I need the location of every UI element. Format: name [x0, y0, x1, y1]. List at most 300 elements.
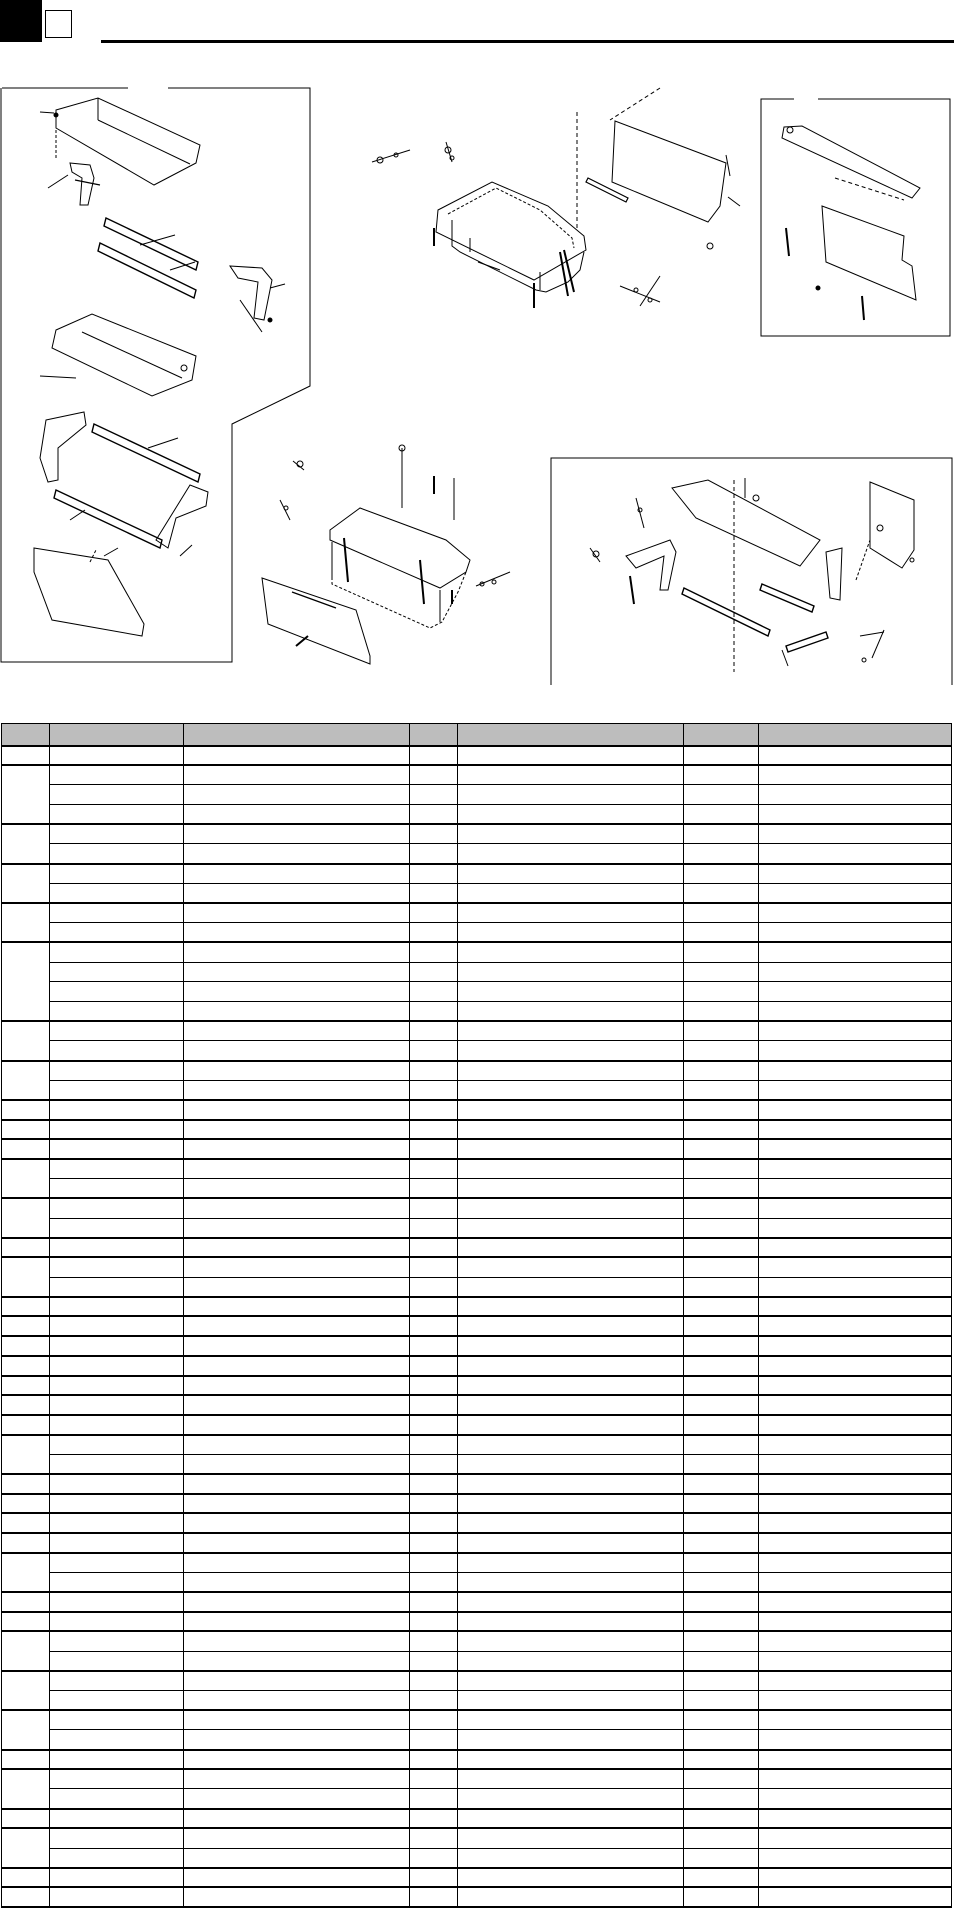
table-cell [684, 1631, 759, 1651]
table-cell [458, 962, 684, 982]
table-cell [184, 1612, 410, 1632]
table-cell [410, 864, 458, 884]
table-cell [410, 1828, 458, 1848]
table-cell [759, 1238, 952, 1258]
table-cell [184, 1218, 410, 1238]
table-cell [184, 1415, 410, 1435]
table-cell [184, 1376, 410, 1396]
table-cell [50, 824, 184, 844]
table-cell [458, 1553, 684, 1573]
table-cell [50, 844, 184, 864]
table-row [2, 1277, 952, 1297]
table-cell [410, 1356, 458, 1376]
header-rule [101, 40, 954, 43]
table-cell [410, 1415, 458, 1435]
table-cell [684, 1513, 759, 1533]
table-cell [184, 765, 410, 785]
table-cell [410, 1021, 458, 1041]
table-cell [184, 1750, 410, 1770]
table-cell [759, 1001, 952, 1021]
table-cell [184, 785, 410, 805]
table-row [2, 1710, 952, 1730]
table-row [2, 883, 952, 903]
table-cell [184, 1041, 410, 1061]
table-cell-item [2, 1021, 50, 1060]
table-cell [410, 1513, 458, 1533]
table-cell-item [2, 1494, 50, 1514]
table-row [2, 844, 952, 864]
table-cell [50, 1435, 184, 1455]
table-cell [759, 1139, 952, 1159]
table-cell [759, 1730, 952, 1750]
table-cell [50, 1533, 184, 1553]
table-cell [458, 1513, 684, 1533]
table-cell-item [2, 1631, 50, 1670]
table-cell [759, 1651, 952, 1671]
table-cell [458, 1376, 684, 1396]
table-cell-item [2, 1395, 50, 1415]
table-cell [759, 1395, 952, 1415]
table-cell [684, 1494, 759, 1514]
table-cell-item [2, 1061, 50, 1100]
table-cell [50, 746, 184, 766]
table-cell [458, 1868, 684, 1888]
table-cell [184, 1592, 410, 1612]
table-cell [759, 1179, 952, 1199]
table-cell [684, 1671, 759, 1691]
table-cell [684, 1789, 759, 1809]
column-header [759, 724, 952, 746]
table-row [2, 1395, 952, 1415]
table-cell [184, 982, 410, 1002]
table-cell [458, 844, 684, 864]
table-cell [458, 903, 684, 923]
table-cell [184, 1887, 410, 1907]
table-cell [50, 1553, 184, 1573]
table-cell [50, 1730, 184, 1750]
parts-table [1, 723, 952, 1908]
table-row [2, 1828, 952, 1848]
table-cell [184, 746, 410, 766]
table-cell [410, 1750, 458, 1770]
table-cell [684, 942, 759, 962]
table-cell [759, 1513, 952, 1533]
table-cell [184, 1494, 410, 1514]
table-cell [410, 1553, 458, 1573]
table-cell [684, 1277, 759, 1297]
table-cell [759, 1356, 952, 1376]
table-cell [184, 1710, 410, 1730]
table-cell [410, 1651, 458, 1671]
table-cell [759, 1257, 952, 1277]
table-cell [184, 942, 410, 962]
table-cell [458, 1612, 684, 1632]
table-cell [50, 1277, 184, 1297]
table-cell-item [2, 942, 50, 1021]
table-row [2, 1080, 952, 1100]
table-cell [759, 1789, 952, 1809]
table-cell [184, 1572, 410, 1592]
table-cell [184, 1848, 410, 1868]
exploded-view-5 [551, 458, 952, 685]
table-cell [458, 1671, 684, 1691]
table-row [2, 942, 952, 962]
table-cell-item [2, 1336, 50, 1356]
table-cell [184, 1691, 410, 1711]
table-cell [684, 1592, 759, 1612]
table-cell [410, 1592, 458, 1612]
column-header [2, 724, 50, 746]
column-header [458, 724, 684, 746]
table-row [2, 1750, 952, 1770]
table-cell [759, 785, 952, 805]
table-cell [759, 1533, 952, 1553]
table-cell [184, 1159, 410, 1179]
table-cell [759, 1631, 952, 1651]
table-cell [50, 982, 184, 1002]
table-cell [759, 1848, 952, 1868]
table-cell-item [2, 1750, 50, 1770]
table-cell [50, 1454, 184, 1474]
table-cell [184, 844, 410, 864]
table-cell [184, 1198, 410, 1218]
table-cell [684, 1454, 759, 1474]
table-cell [684, 1769, 759, 1789]
table-cell [410, 1612, 458, 1632]
table-cell [50, 883, 184, 903]
table-cell [50, 1828, 184, 1848]
table-row [2, 1218, 952, 1238]
table-cell-item [2, 1809, 50, 1829]
table-cell [184, 1730, 410, 1750]
table-cell [458, 1887, 684, 1907]
table-cell [458, 1769, 684, 1789]
exploded-view-4 [262, 445, 510, 664]
table-cell [410, 1001, 458, 1021]
table-cell [50, 1789, 184, 1809]
table-cell-item [2, 1828, 50, 1867]
table-cell [684, 1238, 759, 1258]
column-header [410, 724, 458, 746]
table-cell [759, 1553, 952, 1573]
table-cell [759, 1080, 952, 1100]
table-cell [184, 1395, 410, 1415]
table-cell [759, 903, 952, 923]
table-cell-item [2, 903, 50, 942]
table-cell [684, 1316, 759, 1336]
table-cell [50, 1671, 184, 1691]
table-cell [410, 805, 458, 825]
table-cell [458, 1356, 684, 1376]
table-cell [684, 1139, 759, 1159]
table-cell [410, 1139, 458, 1159]
table-cell [458, 1277, 684, 1297]
table-cell [50, 1179, 184, 1199]
table-cell [458, 1572, 684, 1592]
table-cell [184, 1080, 410, 1100]
table-cell [684, 1553, 759, 1573]
table-cell-item [2, 1139, 50, 1159]
table-cell [759, 746, 952, 766]
table-cell [184, 1021, 410, 1041]
table-cell [684, 1257, 759, 1277]
table-cell [458, 1336, 684, 1356]
table-cell [410, 1257, 458, 1277]
table-cell [184, 1238, 410, 1258]
table-cell [684, 1376, 759, 1396]
table-cell [50, 1218, 184, 1238]
table-cell [759, 1415, 952, 1435]
table-cell [184, 1809, 410, 1829]
table-cell [184, 1671, 410, 1691]
table-row [2, 765, 952, 785]
table-cell [759, 824, 952, 844]
table-cell-item [2, 1120, 50, 1140]
table-row [2, 923, 952, 943]
table-row [2, 1848, 952, 1868]
table-cell [50, 1887, 184, 1907]
table-cell [50, 785, 184, 805]
table-cell [458, 785, 684, 805]
table-cell [50, 1021, 184, 1041]
table-cell [50, 1139, 184, 1159]
table-cell [759, 1474, 952, 1494]
table-cell-item [2, 1769, 50, 1808]
table-cell [684, 982, 759, 1002]
table-cell [684, 1809, 759, 1829]
table-row [2, 1415, 952, 1435]
table-cell [410, 1809, 458, 1829]
table-cell [684, 1179, 759, 1199]
table-cell-item [2, 1612, 50, 1632]
table-row [2, 1198, 952, 1218]
table-cell [50, 1415, 184, 1435]
table-cell [458, 923, 684, 943]
table-cell [684, 1848, 759, 1868]
table-cell [458, 1691, 684, 1711]
table-cell [184, 1533, 410, 1553]
table-cell [50, 1612, 184, 1632]
column-header [184, 724, 410, 746]
exploded-view-2 [372, 88, 740, 308]
table-cell [759, 1120, 952, 1140]
table-cell [458, 1061, 684, 1081]
table-cell [410, 1061, 458, 1081]
table-cell [684, 1218, 759, 1238]
table-cell-item [2, 1887, 50, 1907]
table-cell [759, 1435, 952, 1455]
table-cell-item [2, 765, 50, 824]
table-row [2, 785, 952, 805]
table-cell [50, 864, 184, 884]
table-cell [50, 1868, 184, 1888]
table-cell [410, 1376, 458, 1396]
table-cell [684, 1120, 759, 1140]
table-cell [684, 1710, 759, 1730]
table-cell [458, 1848, 684, 1868]
table-cell [184, 1001, 410, 1021]
table-cell [759, 1671, 952, 1691]
table-cell [759, 1454, 952, 1474]
table-row [2, 1769, 952, 1789]
column-header [50, 724, 184, 746]
table-cell [458, 1631, 684, 1651]
table-cell [684, 785, 759, 805]
table-cell-item [2, 1435, 50, 1474]
table-cell [50, 1474, 184, 1494]
table-cell [458, 1159, 684, 1179]
table-cell [458, 1218, 684, 1238]
table-row [2, 1435, 952, 1455]
table-cell [458, 1179, 684, 1199]
table-cell [50, 1809, 184, 1829]
table-cell [684, 864, 759, 884]
table-cell-item [2, 1868, 50, 1888]
table-cell-item [2, 1553, 50, 1592]
table-cell [184, 883, 410, 903]
table-cell [50, 1041, 184, 1061]
table-cell [684, 1868, 759, 1888]
table-cell [458, 1750, 684, 1770]
table-row [2, 1651, 952, 1671]
table-cell [50, 903, 184, 923]
table-cell [50, 1198, 184, 1218]
table-cell [50, 923, 184, 943]
table-cell-item [2, 746, 50, 766]
table-cell [410, 1868, 458, 1888]
table-cell [184, 962, 410, 982]
table-cell [184, 1631, 410, 1651]
table-cell [684, 1297, 759, 1317]
table-cell [759, 962, 952, 982]
table-row [2, 1631, 952, 1651]
table-cell [50, 1336, 184, 1356]
table-cell [759, 1750, 952, 1770]
table-cell [684, 1356, 759, 1376]
table-cell [50, 942, 184, 962]
table-cell [410, 1159, 458, 1179]
table-cell [184, 1297, 410, 1317]
table-cell-item [2, 1100, 50, 1120]
table-cell [458, 1001, 684, 1021]
table-cell-item [2, 1238, 50, 1258]
table-cell [410, 1316, 458, 1336]
table-cell [684, 1651, 759, 1671]
table-row [2, 864, 952, 884]
table-cell [410, 785, 458, 805]
table-cell [410, 942, 458, 962]
table-cell [410, 962, 458, 982]
table-row [2, 1730, 952, 1750]
table-cell [410, 1691, 458, 1711]
table-row [2, 1100, 952, 1120]
table-cell [684, 1001, 759, 1021]
table-cell [410, 1572, 458, 1592]
table-row [2, 1356, 952, 1376]
table-row [2, 1789, 952, 1809]
table-cell-item [2, 1533, 50, 1553]
table-cell [184, 1454, 410, 1474]
table-cell [410, 1730, 458, 1750]
table-cell [410, 903, 458, 923]
table-cell-item [2, 1474, 50, 1494]
table-row [2, 1868, 952, 1888]
table-cell [759, 805, 952, 825]
table-cell [759, 1612, 952, 1632]
table-cell [410, 1474, 458, 1494]
table-cell [410, 1100, 458, 1120]
table-cell [684, 824, 759, 844]
table-cell [50, 1257, 184, 1277]
table-cell [50, 1376, 184, 1396]
table-cell [410, 1238, 458, 1258]
table-cell [458, 1828, 684, 1848]
table-cell [410, 1454, 458, 1474]
table-cell [50, 1572, 184, 1592]
table-cell [759, 765, 952, 785]
table-cell [684, 844, 759, 864]
table-cell [684, 1336, 759, 1356]
exploded-view-3 [761, 99, 950, 336]
table-cell [410, 1533, 458, 1553]
table-cell [458, 1395, 684, 1415]
table-cell [684, 1474, 759, 1494]
table-cell [684, 1887, 759, 1907]
table-cell [458, 1021, 684, 1041]
table-row [2, 824, 952, 844]
table-row [2, 1316, 952, 1336]
table-row [2, 1021, 952, 1041]
table-cell [684, 1750, 759, 1770]
table-cell [410, 765, 458, 785]
table-cell [458, 1139, 684, 1159]
table-cell [684, 1730, 759, 1750]
table-row [2, 1257, 952, 1277]
table-row [2, 1513, 952, 1533]
table-cell [458, 746, 684, 766]
table-cell [184, 1316, 410, 1336]
table-cell-item [2, 1710, 50, 1749]
table-cell [759, 1100, 952, 1120]
table-cell [50, 1297, 184, 1317]
table-cell [410, 746, 458, 766]
table-cell [50, 1750, 184, 1770]
table-row [2, 903, 952, 923]
table-cell [684, 1691, 759, 1711]
table-cell [184, 1474, 410, 1494]
table-cell [50, 962, 184, 982]
table-cell [458, 1100, 684, 1120]
table-cell [184, 1769, 410, 1789]
table-cell [50, 1080, 184, 1100]
exploded-views [0, 85, 954, 685]
table-row [2, 1474, 952, 1494]
table-cell [458, 1080, 684, 1100]
table-cell-item [2, 1376, 50, 1396]
table-cell [410, 1887, 458, 1907]
table-cell [184, 1179, 410, 1199]
table-cell [50, 1100, 184, 1120]
table-cell [50, 1769, 184, 1789]
table-cell [50, 1710, 184, 1730]
table-cell [759, 1218, 952, 1238]
table-cell [50, 1001, 184, 1021]
table-cell [184, 824, 410, 844]
table-cell [410, 1671, 458, 1691]
table-row [2, 1553, 952, 1573]
table-cell [50, 805, 184, 825]
table-row [2, 1297, 952, 1317]
